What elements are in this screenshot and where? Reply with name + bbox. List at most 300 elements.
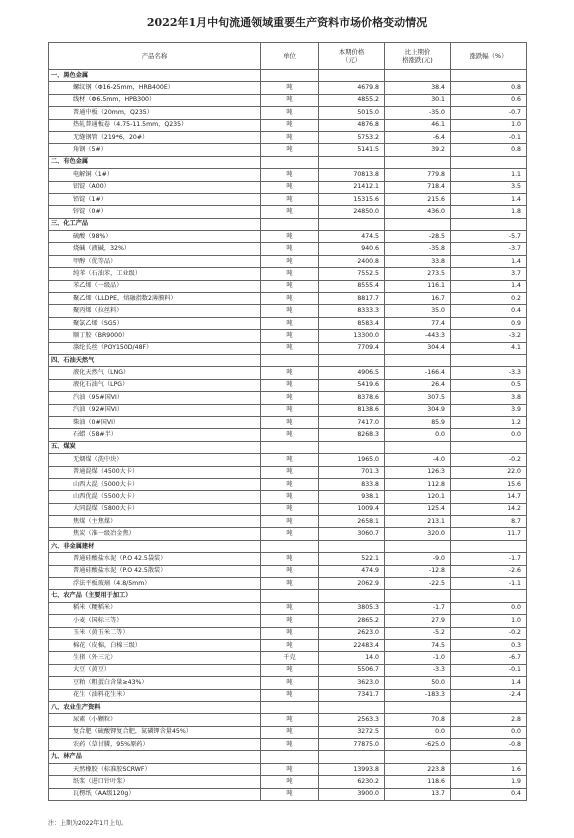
change-percent: 2.8 bbox=[451, 714, 527, 726]
current-price: 5506.7 bbox=[319, 664, 385, 676]
change-percent: 0.5 bbox=[451, 379, 527, 391]
unit: 吨 bbox=[261, 454, 319, 466]
product-name: 普通硅酸盐水泥（P.O 42.5袋装） bbox=[49, 553, 261, 565]
price-change: 13.7 bbox=[385, 788, 451, 800]
change-percent: 1.4 bbox=[451, 280, 527, 292]
change-percent: 1.0 bbox=[451, 119, 527, 131]
price-change: 779.8 bbox=[385, 169, 451, 181]
change-percent: 0.0 bbox=[451, 429, 527, 441]
table-row bbox=[49, 429, 527, 441]
price-change: 46.1 bbox=[385, 119, 451, 131]
change-percent: 3.9 bbox=[451, 404, 527, 416]
category-label: 二、有色金属 bbox=[49, 156, 261, 168]
current-price: 3623.0 bbox=[319, 677, 385, 689]
table-row bbox=[49, 664, 527, 676]
category-row bbox=[49, 354, 527, 366]
price-change: 39.2 bbox=[385, 144, 451, 156]
change-percent: -3.7 bbox=[451, 243, 527, 255]
unit: 吨 bbox=[261, 305, 319, 317]
table-body bbox=[49, 70, 527, 801]
empty-cell bbox=[319, 441, 385, 453]
category-row bbox=[49, 751, 527, 763]
unit: 千克 bbox=[261, 652, 319, 664]
unit: 吨 bbox=[261, 169, 319, 181]
empty-cell bbox=[319, 751, 385, 763]
table-row bbox=[49, 776, 527, 788]
header-price-change: 比上期价 格涨跌(元) bbox=[385, 43, 451, 70]
table-row bbox=[49, 330, 527, 342]
category-row bbox=[49, 218, 527, 230]
empty-cell bbox=[385, 156, 451, 168]
price-change: 125.4 bbox=[385, 503, 451, 515]
footnote: 注：上期为2022年1月上旬。 bbox=[48, 820, 128, 827]
change-percent: 0.2 bbox=[451, 293, 527, 305]
product-name: 普通硅酸盐水泥（P.O 42.5散装） bbox=[49, 565, 261, 577]
table-row bbox=[49, 107, 527, 119]
table-row bbox=[49, 503, 527, 515]
current-price: 833.8 bbox=[319, 478, 385, 490]
table-row bbox=[49, 491, 527, 503]
product-name: 甲醇（优等品） bbox=[49, 255, 261, 267]
unit: 吨 bbox=[261, 739, 319, 751]
product-name: 农药（草甘膦，95%原药） bbox=[49, 739, 261, 751]
unit: 吨 bbox=[261, 392, 319, 404]
empty-cell bbox=[385, 354, 451, 366]
price-change: 436.0 bbox=[385, 206, 451, 218]
current-price: 8138.6 bbox=[319, 404, 385, 416]
product-name: 铅锭（1#） bbox=[49, 193, 261, 205]
change-percent: 15.6 bbox=[451, 478, 527, 490]
current-price: 7552.5 bbox=[319, 268, 385, 280]
price-table bbox=[48, 42, 527, 801]
product-name: 复合肥（硫酸钾复合肥，氮磷钾含量45%） bbox=[49, 726, 261, 738]
unit: 吨 bbox=[261, 466, 319, 478]
product-name: 聚氯乙烯（SG5） bbox=[49, 317, 261, 329]
table-row bbox=[49, 193, 527, 205]
current-price: 5141.5 bbox=[319, 144, 385, 156]
change-percent: -5.7 bbox=[451, 231, 527, 243]
price-change: 0.0 bbox=[385, 429, 451, 441]
product-name: 汽油（95#国VI） bbox=[49, 392, 261, 404]
current-price: 13300.0 bbox=[319, 330, 385, 342]
table-row bbox=[49, 392, 527, 404]
table-row bbox=[49, 627, 527, 639]
unit: 吨 bbox=[261, 763, 319, 775]
change-percent: -2.4 bbox=[451, 689, 527, 701]
unit: 吨 bbox=[261, 416, 319, 428]
product-name: 纸浆（进口针叶浆） bbox=[49, 776, 261, 788]
price-change: 27.9 bbox=[385, 615, 451, 627]
table-row bbox=[49, 206, 527, 218]
price-change: 0.0 bbox=[385, 726, 451, 738]
price-change: 16.7 bbox=[385, 293, 451, 305]
change-percent: 8.7 bbox=[451, 516, 527, 528]
table-row bbox=[49, 466, 527, 478]
change-percent: -0.7 bbox=[451, 107, 527, 119]
unit: 吨 bbox=[261, 689, 319, 701]
product-name: 石蜡（58#半） bbox=[49, 429, 261, 441]
unit: 吨 bbox=[261, 82, 319, 94]
unit: 吨 bbox=[261, 602, 319, 614]
category-label: 一、黑色金属 bbox=[49, 70, 261, 82]
product-name: 大同混煤（5800大卡） bbox=[49, 503, 261, 515]
change-percent: 3.8 bbox=[451, 392, 527, 404]
price-change: 26.4 bbox=[385, 379, 451, 391]
product-name: 无缝钢管（219*6，20#） bbox=[49, 131, 261, 143]
empty-cell bbox=[319, 156, 385, 168]
table-row bbox=[49, 82, 527, 94]
change-percent: 0.9 bbox=[451, 317, 527, 329]
category-row bbox=[49, 70, 527, 82]
price-change: -183.3 bbox=[385, 689, 451, 701]
table-row bbox=[49, 416, 527, 428]
category-label: 七、农产品（主要用于加工） bbox=[49, 590, 261, 602]
price-change: -1.7 bbox=[385, 602, 451, 614]
change-percent: -6.7 bbox=[451, 652, 527, 664]
price-change: -9.0 bbox=[385, 553, 451, 565]
current-price: 2623.0 bbox=[319, 627, 385, 639]
unit: 吨 bbox=[261, 714, 319, 726]
price-change: 30.1 bbox=[385, 94, 451, 106]
empty-cell bbox=[451, 70, 527, 82]
table-row bbox=[49, 342, 527, 354]
current-price: 5753.2 bbox=[319, 131, 385, 143]
unit: 吨 bbox=[261, 429, 319, 441]
empty-cell bbox=[261, 751, 319, 763]
unit: 吨 bbox=[261, 664, 319, 676]
current-price: 2400.8 bbox=[319, 255, 385, 267]
table-row bbox=[49, 268, 527, 280]
empty-cell bbox=[261, 354, 319, 366]
table-row bbox=[49, 305, 527, 317]
product-name: 苯乙烯（一级品） bbox=[49, 280, 261, 292]
table-row bbox=[49, 119, 527, 131]
table-row bbox=[49, 602, 527, 614]
product-name: 柴油（0#国VI） bbox=[49, 416, 261, 428]
unit: 吨 bbox=[261, 255, 319, 267]
price-change: 35.0 bbox=[385, 305, 451, 317]
product-name: 豆粕（粗蛋白含量≥43%） bbox=[49, 677, 261, 689]
category-label: 五、煤炭 bbox=[49, 441, 261, 453]
change-percent: 0.6 bbox=[451, 94, 527, 106]
change-percent: 1.1 bbox=[451, 169, 527, 181]
header-current-price: 本期价格 （元） bbox=[319, 43, 385, 70]
change-percent: -0.1 bbox=[451, 131, 527, 143]
change-percent: 0.0 bbox=[451, 726, 527, 738]
category-row bbox=[49, 441, 527, 453]
unit: 吨 bbox=[261, 94, 319, 106]
current-price: 3900.0 bbox=[319, 788, 385, 800]
empty-cell bbox=[451, 590, 527, 602]
price-change: 320.0 bbox=[385, 528, 451, 540]
empty-cell bbox=[319, 701, 385, 713]
price-change: 50.0 bbox=[385, 677, 451, 689]
table-row bbox=[49, 677, 527, 689]
price-change: 70.8 bbox=[385, 714, 451, 726]
table-row bbox=[49, 714, 527, 726]
table-row bbox=[49, 763, 527, 775]
price-change: -4.0 bbox=[385, 454, 451, 466]
product-name: 硫酸（98%） bbox=[49, 231, 261, 243]
product-name: 大豆（黄豆） bbox=[49, 664, 261, 676]
product-name: 锌锭（0#） bbox=[49, 206, 261, 218]
current-price: 522.1 bbox=[319, 553, 385, 565]
change-percent: 0.4 bbox=[451, 788, 527, 800]
price-change: -28.5 bbox=[385, 231, 451, 243]
category-label: 三、化工产品 bbox=[49, 218, 261, 230]
current-price: 3805.3 bbox=[319, 602, 385, 614]
empty-cell bbox=[451, 354, 527, 366]
product-name: 天然橡胶（标准胶SCRWF） bbox=[49, 763, 261, 775]
current-price: 3272.5 bbox=[319, 726, 385, 738]
change-percent: 1.4 bbox=[451, 677, 527, 689]
product-name: 山西优混（5500大卡） bbox=[49, 491, 261, 503]
unit: 吨 bbox=[261, 776, 319, 788]
product-name: 焦炭（准一级冶金焦） bbox=[49, 528, 261, 540]
empty-cell bbox=[319, 354, 385, 366]
current-price: 77875.0 bbox=[319, 739, 385, 751]
product-name: 普通混煤（4500大卡） bbox=[49, 466, 261, 478]
current-price: 15315.6 bbox=[319, 193, 385, 205]
category-row bbox=[49, 590, 527, 602]
unit: 吨 bbox=[261, 516, 319, 528]
empty-cell bbox=[261, 70, 319, 82]
current-price: 8378.6 bbox=[319, 392, 385, 404]
change-percent: 11.7 bbox=[451, 528, 527, 540]
empty-cell bbox=[451, 441, 527, 453]
current-price: 21412.1 bbox=[319, 181, 385, 193]
unit: 吨 bbox=[261, 243, 319, 255]
table-row bbox=[49, 553, 527, 565]
product-name: 浮法平板玻璃（4.8/5mm） bbox=[49, 578, 261, 590]
current-price: 1009.4 bbox=[319, 503, 385, 515]
change-percent: -1.1 bbox=[451, 578, 527, 590]
unit: 吨 bbox=[261, 615, 319, 627]
unit: 吨 bbox=[261, 317, 319, 329]
unit: 吨 bbox=[261, 404, 319, 416]
price-change: -35.0 bbox=[385, 107, 451, 119]
product-name: 焦煤（主焦煤） bbox=[49, 516, 261, 528]
current-price: 1965.0 bbox=[319, 454, 385, 466]
change-percent: 1.6 bbox=[451, 763, 527, 775]
product-name: 顺丁胶（BR9000） bbox=[49, 330, 261, 342]
change-percent: 0.0 bbox=[451, 602, 527, 614]
table-row bbox=[49, 726, 527, 738]
price-change: -166.4 bbox=[385, 367, 451, 379]
price-change: -12.8 bbox=[385, 565, 451, 577]
current-price: 6230.2 bbox=[319, 776, 385, 788]
price-change: 85.9 bbox=[385, 416, 451, 428]
table-row bbox=[49, 243, 527, 255]
price-change: 304.9 bbox=[385, 404, 451, 416]
price-change: 307.5 bbox=[385, 392, 451, 404]
header-unit: 单位 bbox=[261, 43, 319, 70]
unit: 吨 bbox=[261, 119, 319, 131]
unit: 吨 bbox=[261, 330, 319, 342]
category-row bbox=[49, 540, 527, 552]
unit: 吨 bbox=[261, 206, 319, 218]
table-row bbox=[49, 565, 527, 577]
price-change: -35.8 bbox=[385, 243, 451, 255]
empty-cell bbox=[261, 156, 319, 168]
change-percent: 1.2 bbox=[451, 416, 527, 428]
table-row bbox=[49, 478, 527, 490]
table-row bbox=[49, 454, 527, 466]
current-price: 5419.6 bbox=[319, 379, 385, 391]
price-change: 273.5 bbox=[385, 268, 451, 280]
change-percent: 1.9 bbox=[451, 776, 527, 788]
category-label: 八、农业生产资料 bbox=[49, 701, 261, 713]
current-price: 7417.0 bbox=[319, 416, 385, 428]
price-change: -1.0 bbox=[385, 652, 451, 664]
product-name: 尿素（小颗粒） bbox=[49, 714, 261, 726]
empty-cell bbox=[451, 156, 527, 168]
table-row bbox=[49, 739, 527, 751]
table-row bbox=[49, 379, 527, 391]
price-change: 126.3 bbox=[385, 466, 451, 478]
table-row bbox=[49, 367, 527, 379]
product-name: 螺纹钢（Φ16-25mm，HRB400E） bbox=[49, 82, 261, 94]
product-name: 花生（油料花生米） bbox=[49, 689, 261, 701]
price-change: -625.0 bbox=[385, 739, 451, 751]
current-price: 24850.0 bbox=[319, 206, 385, 218]
current-price: 22483.4 bbox=[319, 639, 385, 651]
empty-cell bbox=[385, 701, 451, 713]
current-price: 4906.5 bbox=[319, 367, 385, 379]
change-percent: -0.1 bbox=[451, 664, 527, 676]
product-name: 纯苯（石油苯，工业级） bbox=[49, 268, 261, 280]
price-change: 74.5 bbox=[385, 639, 451, 651]
product-name: 普通中板（20mm，Q235） bbox=[49, 107, 261, 119]
product-name: 热轧普通板卷（4.75-11.5mm，Q235） bbox=[49, 119, 261, 131]
current-price: 8555.4 bbox=[319, 280, 385, 292]
change-percent: -2.6 bbox=[451, 565, 527, 577]
price-change: 38.4 bbox=[385, 82, 451, 94]
change-percent: 3.7 bbox=[451, 268, 527, 280]
unit: 吨 bbox=[261, 193, 319, 205]
table-row bbox=[49, 144, 527, 156]
unit: 吨 bbox=[261, 528, 319, 540]
current-price: 2563.3 bbox=[319, 714, 385, 726]
price-change: 223.8 bbox=[385, 763, 451, 775]
unit: 吨 bbox=[261, 181, 319, 193]
current-price: 701.3 bbox=[319, 466, 385, 478]
unit: 吨 bbox=[261, 788, 319, 800]
table-row bbox=[49, 169, 527, 181]
unit: 吨 bbox=[261, 131, 319, 143]
product-name: 生猪（外三元） bbox=[49, 652, 261, 664]
change-percent: 4.1 bbox=[451, 342, 527, 354]
unit: 吨 bbox=[261, 478, 319, 490]
product-name: 山西大混（5000大卡） bbox=[49, 478, 261, 490]
current-price: 8333.3 bbox=[319, 305, 385, 317]
current-price: 70813.8 bbox=[319, 169, 385, 181]
table-row bbox=[49, 280, 527, 292]
change-percent: 14.7 bbox=[451, 491, 527, 503]
empty-cell bbox=[261, 441, 319, 453]
empty-cell bbox=[261, 590, 319, 602]
change-percent: 0.3 bbox=[451, 639, 527, 651]
current-price: 940.6 bbox=[319, 243, 385, 255]
table-row bbox=[49, 94, 527, 106]
product-name: 液化石油气（LPG） bbox=[49, 379, 261, 391]
current-price: 13993.8 bbox=[319, 763, 385, 775]
change-percent: -3.2 bbox=[451, 330, 527, 342]
empty-cell bbox=[385, 70, 451, 82]
product-name: 线材（Φ6.5mm，HPB300） bbox=[49, 94, 261, 106]
empty-cell bbox=[319, 218, 385, 230]
table-row bbox=[49, 404, 527, 416]
table-row bbox=[49, 317, 527, 329]
empty-cell bbox=[385, 540, 451, 552]
change-percent: 14.2 bbox=[451, 503, 527, 515]
product-name: 无烟煤（洗中块） bbox=[49, 454, 261, 466]
unit: 吨 bbox=[261, 726, 319, 738]
table-row bbox=[49, 528, 527, 540]
price-change: 718.4 bbox=[385, 181, 451, 193]
current-price: 7709.4 bbox=[319, 342, 385, 354]
current-price: 3060.7 bbox=[319, 528, 385, 540]
product-name: 聚乙烯（LLDPE，熔融指数2薄膜料） bbox=[49, 293, 261, 305]
change-percent: 22.0 bbox=[451, 466, 527, 478]
current-price: 938.1 bbox=[319, 491, 385, 503]
product-name: 聚丙烯（拉丝料） bbox=[49, 305, 261, 317]
product-name: 液化天然气（LNG） bbox=[49, 367, 261, 379]
table-row bbox=[49, 516, 527, 528]
price-change: 120.1 bbox=[385, 491, 451, 503]
empty-cell bbox=[451, 218, 527, 230]
empty-cell bbox=[451, 751, 527, 763]
empty-cell bbox=[261, 218, 319, 230]
unit: 吨 bbox=[261, 367, 319, 379]
product-name: 涤纶长丝（POY150D/48F） bbox=[49, 342, 261, 354]
price-change: 118.6 bbox=[385, 776, 451, 788]
category-label: 四、石油天然气 bbox=[49, 354, 261, 366]
change-percent: 0.4 bbox=[451, 305, 527, 317]
unit: 吨 bbox=[261, 293, 319, 305]
header-product-name: 产品名称 bbox=[49, 43, 261, 70]
price-change: 116.1 bbox=[385, 280, 451, 292]
price-change: -6.4 bbox=[385, 131, 451, 143]
price-change: 112.8 bbox=[385, 478, 451, 490]
empty-cell bbox=[385, 441, 451, 453]
current-price: 4855.2 bbox=[319, 94, 385, 106]
current-price: 4876.8 bbox=[319, 119, 385, 131]
empty-cell bbox=[451, 540, 527, 552]
price-change: 215.6 bbox=[385, 193, 451, 205]
change-percent: 0.8 bbox=[451, 144, 527, 156]
page-title: 2022年1月中旬流通领域重要生产资料市场价格变动情况 bbox=[146, 16, 428, 29]
empty-cell bbox=[385, 218, 451, 230]
product-name: 棉花（皮棉，白棉三级） bbox=[49, 639, 261, 651]
unit: 吨 bbox=[261, 578, 319, 590]
product-name: 瓦楞纸（AA级120g） bbox=[49, 788, 261, 800]
table-header-row bbox=[49, 43, 527, 70]
category-label: 九、林产品 bbox=[49, 751, 261, 763]
unit: 吨 bbox=[261, 231, 319, 243]
current-price: 474.9 bbox=[319, 565, 385, 577]
product-name: 烧碱（液碱，32%） bbox=[49, 243, 261, 255]
current-price: 8583.4 bbox=[319, 317, 385, 329]
unit: 吨 bbox=[261, 280, 319, 292]
current-price: 2865.2 bbox=[319, 615, 385, 627]
empty-cell bbox=[319, 540, 385, 552]
table-row bbox=[49, 293, 527, 305]
current-price: 8268.3 bbox=[319, 429, 385, 441]
change-percent: 1.4 bbox=[451, 255, 527, 267]
category-label: 六、非金属建材 bbox=[49, 540, 261, 552]
change-percent: -0.2 bbox=[451, 454, 527, 466]
